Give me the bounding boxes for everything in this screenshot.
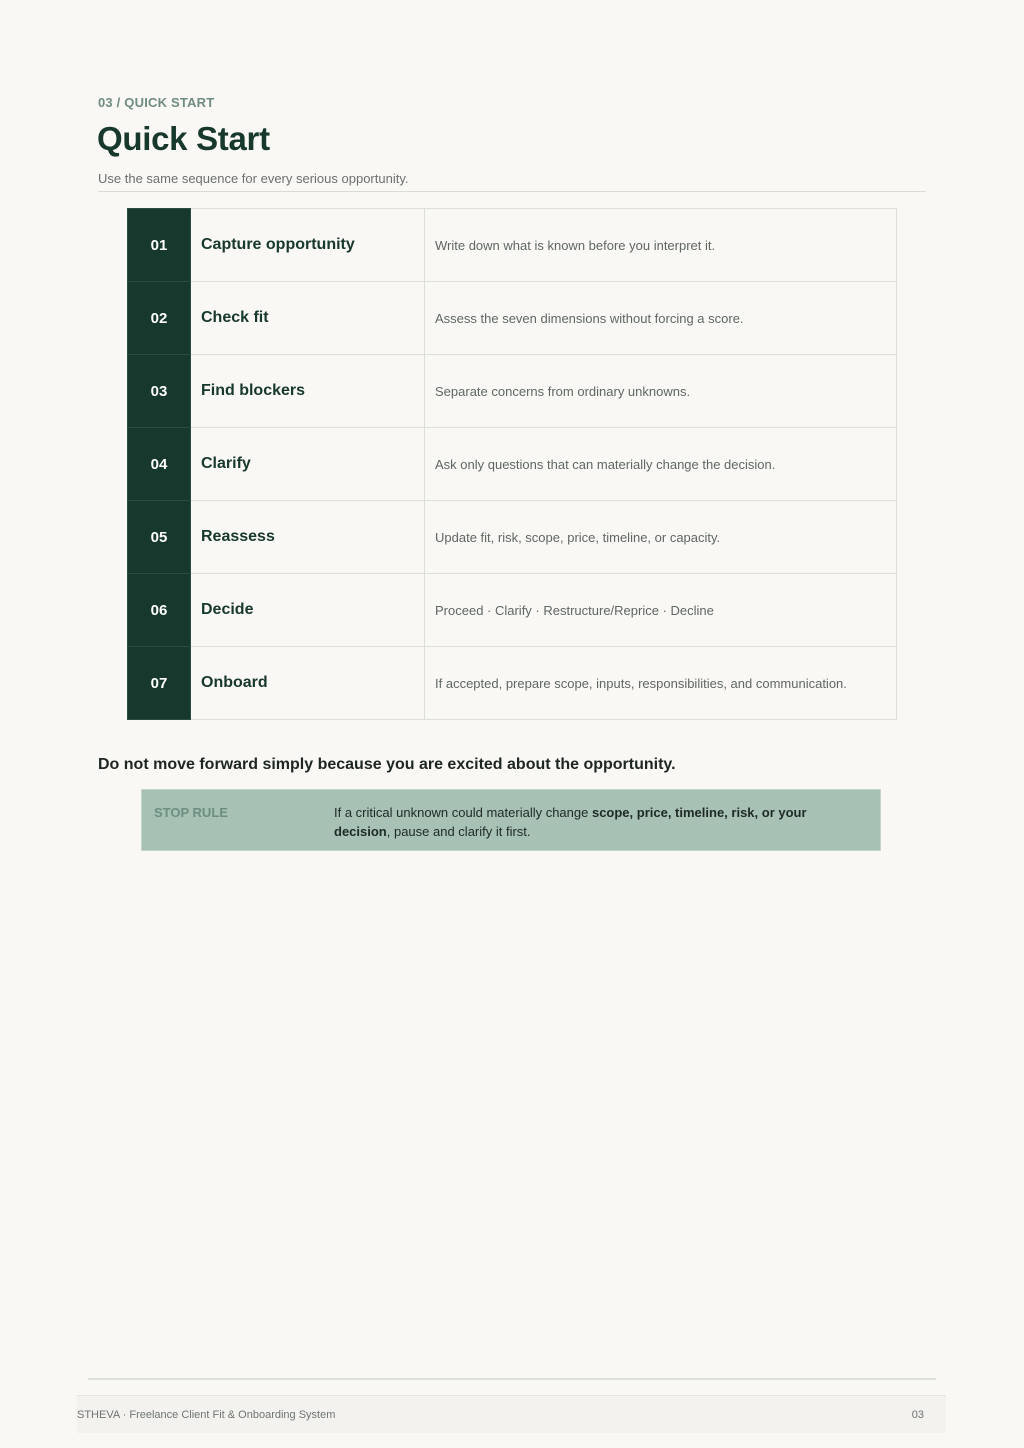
stop-rule-callout — [141, 789, 881, 851]
step-description: Ask only questions that can materially change the decision. — [425, 428, 897, 501]
section-eyebrow: 03 / QUICK START — [98, 95, 215, 110]
table-row — [128, 574, 897, 647]
table-row — [128, 428, 897, 501]
page-subtitle: Use the same sequence for every serious opportunity. — [98, 171, 409, 186]
footer-document-title: STHEVA · Freelance Client Fit & Onboarding System — [77, 1409, 336, 1421]
step-description: Assess the seven dimensions without forcing a score. — [425, 282, 897, 355]
table-row — [128, 647, 897, 720]
step-description: Update fit, risk, scope, price, timeline, or capacity. — [425, 501, 897, 574]
step-number: 02 — [128, 282, 191, 355]
footer-divider — [88, 1378, 936, 1380]
step-name: Check fit — [191, 282, 425, 355]
page-footer — [77, 1395, 946, 1433]
title-divider — [98, 191, 926, 192]
footer-page-number: 03 — [911, 1409, 924, 1421]
stop-rule-text — [334, 803, 864, 841]
step-description: Write down what is known before you interpret it. — [425, 209, 897, 282]
step-description: If accepted, prepare scope, inputs, responsibilities, and communication. — [425, 647, 897, 720]
step-name: Reassess — [191, 501, 425, 574]
step-name: Capture opportunity — [191, 209, 425, 282]
step-name: Find blockers — [191, 355, 425, 428]
warning-text: Do not move forward simply because you are excited about the opportunity. — [98, 756, 676, 773]
step-number: 03 — [128, 355, 191, 428]
step-name: Onboard — [191, 647, 425, 720]
step-description: Proceed · Clarify · Restructure/Reprice · Decline — [425, 574, 897, 647]
step-description: Separate concerns from ordinary unknowns. — [425, 355, 897, 428]
table-row — [128, 501, 897, 574]
step-name: Decide — [191, 574, 425, 647]
page-title: Quick Start — [97, 120, 270, 157]
table-row — [128, 282, 897, 355]
step-number: 07 — [128, 647, 191, 720]
table-row — [128, 355, 897, 428]
stop-rule-text-end: , pause and clarify it first. — [386, 824, 531, 839]
table-row — [128, 209, 897, 282]
steps-table — [127, 208, 897, 720]
step-number: 01 — [128, 209, 191, 282]
step-number: 06 — [128, 574, 191, 647]
step-name: Clarify — [191, 428, 425, 501]
stop-rule-label: STOP RULE — [154, 805, 228, 820]
stop-rule-text-start: If a critical unknown could materially change — [334, 805, 592, 820]
step-number: 04 — [128, 428, 191, 501]
step-number: 05 — [128, 501, 191, 574]
stop-rule-text-emphasis: scope, price, timeline, risk, or your decision — [334, 805, 807, 839]
